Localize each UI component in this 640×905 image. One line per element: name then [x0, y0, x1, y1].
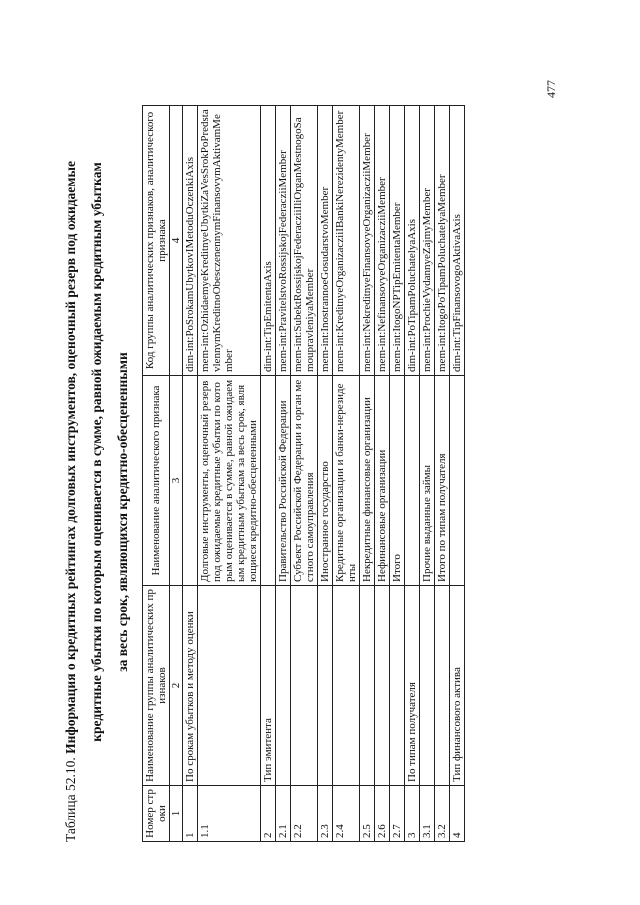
header-row [143, 106, 170, 842]
cell-name: Итого [390, 376, 405, 586]
cell-group [318, 586, 333, 786]
table-row [375, 106, 390, 842]
caption-line1: Информация о кредитных рейтингах долговых инструментов, оценочный резерв под ожидаемые [63, 160, 78, 754]
cell-num: 2.6 [375, 786, 390, 842]
column-number: 2 [170, 586, 183, 786]
cell-group [333, 586, 360, 786]
column-number: 3 [170, 376, 183, 586]
table-row [450, 106, 465, 842]
table-row [390, 106, 405, 842]
cell-group: По срокам убытков и методу оценки [183, 586, 198, 786]
cell-name [261, 376, 276, 586]
cell-num: 2.4 [333, 786, 360, 842]
data-table [142, 105, 465, 842]
table-row [360, 106, 375, 842]
cell-code: mem-int:SubektRossijskojFederacziiIliOrganMestnogoSamoupravleniyaMember [291, 106, 318, 376]
table-row [183, 106, 198, 842]
cell-num: 2.7 [390, 786, 405, 842]
cell-group: Тип эмитента [261, 586, 276, 786]
cell-group [390, 586, 405, 786]
table-row [333, 106, 360, 842]
cell-code: mem-int:NekreditnyeFinansovyeOrganizacziiMember [360, 106, 375, 376]
table-body [183, 106, 465, 842]
table-row [435, 106, 450, 842]
caption-line3: за весь срок, являющихся кредитно-обесцененными [115, 352, 130, 672]
table-row [405, 106, 420, 842]
cell-name: Некредитные финансовые организации [360, 376, 375, 586]
cell-code: mem-int:ItogoNPTipEmitentaMember [390, 106, 405, 376]
table-caption [58, 62, 136, 842]
cell-name: Нефинансовые организации [375, 376, 390, 586]
cell-name: Правительство Российской Федерации [276, 376, 291, 586]
cell-group [435, 586, 450, 786]
cell-name: Кредитные организации и банки-нерезиденты [333, 376, 360, 586]
column-number: 4 [170, 106, 183, 376]
cell-num: 1.1 [198, 786, 261, 842]
cell-code: dim-int:PoTipamPoluchatelyaAxis [405, 106, 420, 376]
cell-group: Тип финансового актива [450, 586, 465, 786]
cell-group [276, 586, 291, 786]
cell-group [420, 586, 435, 786]
table-row [276, 106, 291, 842]
table-row [318, 106, 333, 842]
cell-num: 2.5 [360, 786, 375, 842]
cell-name [405, 376, 420, 586]
cell-num: 2.3 [318, 786, 333, 842]
table-row [291, 106, 318, 842]
cell-code: mem-int:ProchieVydannyeZajmyMember [420, 106, 435, 376]
cell-name [450, 376, 465, 586]
column-number: 1 [170, 786, 183, 842]
cell-num: 2.1 [276, 786, 291, 842]
caption-prefix: Таблица 52.10. [63, 757, 78, 842]
cell-code: mem-int:InostrannoeGosudarstvoMember [318, 106, 333, 376]
header-cell: Наименование группы аналитических признаков [143, 586, 170, 786]
page-number: 477 [544, 80, 558, 98]
cell-num: 3.2 [435, 786, 450, 842]
cell-num: 3.1 [420, 786, 435, 842]
cell-name [183, 376, 198, 586]
cell-code: mem-int:ItogoPoTipamPoluchatelyaMember [435, 106, 450, 376]
table-row [420, 106, 435, 842]
caption-line2: кредитные убытки по которым оценивается в сумме, равной ожидаемым кредитным убыткам [89, 162, 104, 742]
cell-name: Долговые инструменты, оценочный резерв под ожидаемые кредитные убытки по которым оценивается в сумме, равной ожидаемым кредитным убыткам за весь срок, являющиеся кредитно-обесцененными [198, 376, 261, 586]
cell-group [291, 586, 318, 786]
cell-name: Прочие выданные займы [420, 376, 435, 586]
header-cell: Код группы аналитических признаков, аналитического признака [143, 106, 170, 376]
cell-group: По типам получателя [405, 586, 420, 786]
cell-name: Итого по типам получателя [435, 376, 450, 586]
cell-num: 2.2 [291, 786, 318, 842]
cell-num: 4 [450, 786, 465, 842]
cell-num: 1 [183, 786, 198, 842]
column-number-row [170, 106, 183, 842]
header-cell: Наименование аналитического признака [143, 376, 170, 586]
cell-name: Иностранное государство [318, 376, 333, 586]
table-row [261, 106, 276, 842]
cell-group [360, 586, 375, 786]
cell-num: 2 [261, 786, 276, 842]
cell-code: mem-int:PravitelstvoRossijskojFederacziiMember [276, 106, 291, 376]
cell-code: mem-int:OzhidaemyeKreditnyeUbytkiZaVesSrokPoPredstavlennymKreditnoObesczenennymFinansovymAktivamMember [198, 106, 261, 376]
cell-name: Субъект Российской Федерации и орган местного самоуправления [291, 376, 318, 586]
cell-code: dim-int:PoSrokamUbytkovIMetoduOczenkiAxis [183, 106, 198, 376]
cell-group [375, 586, 390, 786]
cell-code: dim-int:TipEmitentaAxis [261, 106, 276, 376]
cell-code: mem-int:KreditnyeOrganizacziiIBankiNerezidentyMember [333, 106, 360, 376]
cell-num: 3 [405, 786, 420, 842]
cell-code: dim-int:TipFinansovogoAktivaAxis [450, 106, 465, 376]
rotated-page [58, 62, 578, 842]
cell-group [198, 586, 261, 786]
table-row [198, 106, 261, 842]
header-cell: Номер строки [143, 786, 170, 842]
cell-code: mem-int:NefinansovyeOrganizacziiMember [375, 106, 390, 376]
